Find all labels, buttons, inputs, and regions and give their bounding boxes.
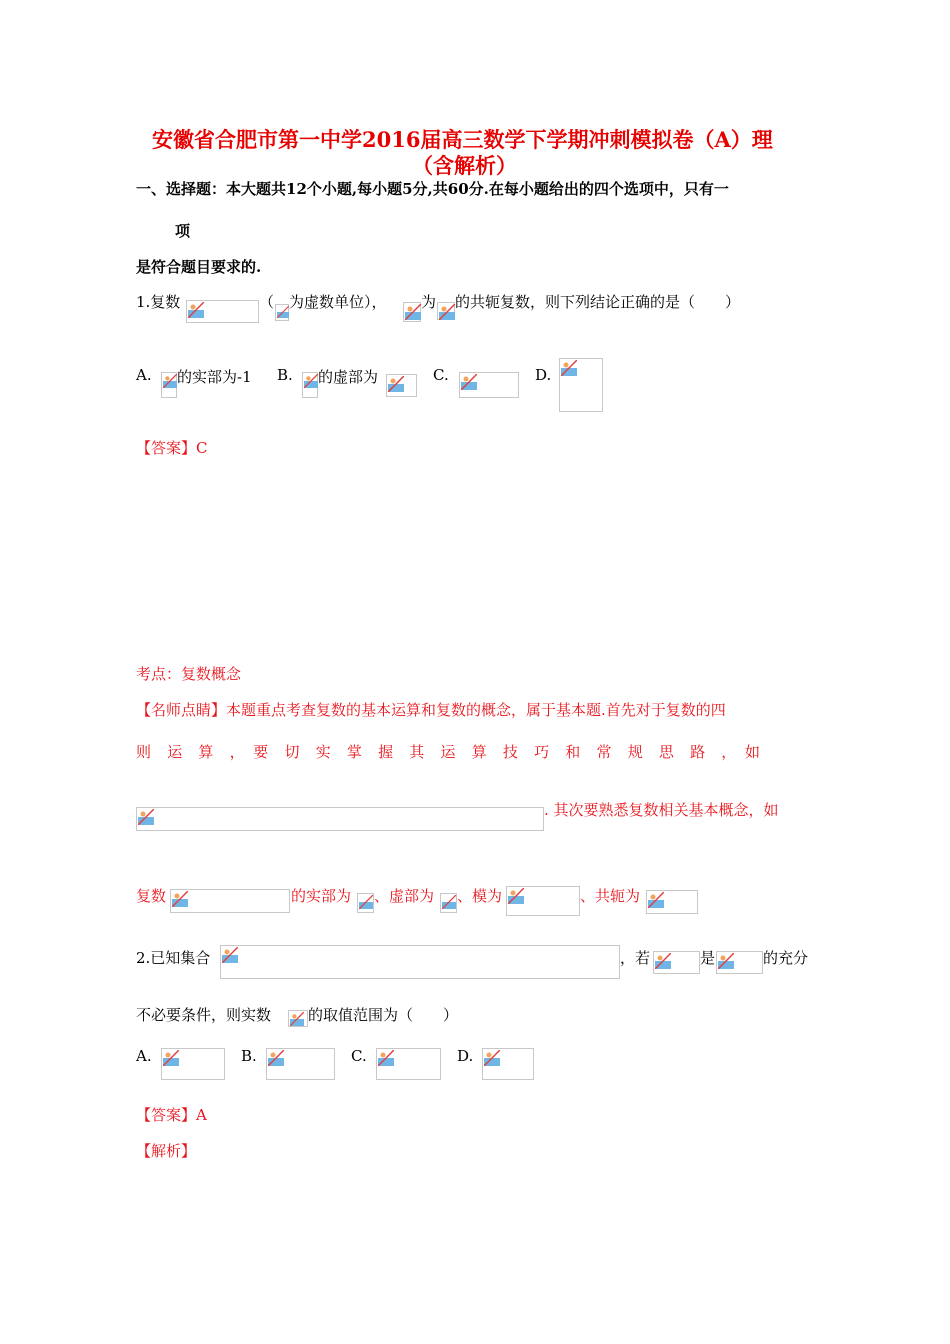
broken-image-icon — [506, 886, 580, 916]
q2-text-b: ，若 — [620, 949, 651, 967]
image-placeholder-icon — [439, 304, 455, 320]
q1-text-e: 的共轭复数，则下列结论正确的是（ ） — [455, 293, 741, 311]
q2-option-d-label: D. — [457, 1047, 474, 1065]
broken-image-icon — [161, 1048, 225, 1080]
broken-image-icon — [186, 300, 259, 323]
broken-image-icon — [275, 304, 289, 321]
q1-option-c-label: C. — [433, 366, 449, 384]
section-heading-part2: 项 — [175, 222, 191, 240]
broken-image-icon — [482, 1048, 534, 1080]
q2-text-c: 是 — [700, 949, 716, 967]
q2-text-d: 的充分 — [763, 949, 809, 967]
image-placeholder-icon — [290, 1012, 304, 1026]
q2-option-c-label: C. — [351, 1047, 367, 1065]
broken-image-icon — [440, 893, 457, 913]
image-placeholder-icon — [655, 953, 671, 969]
broken-image-icon — [302, 372, 318, 398]
image-placeholder-icon — [163, 374, 177, 388]
broken-image-icon — [646, 890, 698, 914]
image-placeholder-icon — [163, 1050, 179, 1066]
image-placeholder-icon — [508, 888, 524, 904]
broken-image-icon — [376, 1048, 441, 1080]
image-placeholder-icon — [188, 302, 204, 318]
broken-image-icon — [459, 372, 519, 398]
q1-text-b: （ — [259, 293, 275, 311]
q2-answer: 【答案】A — [136, 1106, 207, 1124]
q1-option-b-label: B. — [277, 366, 293, 384]
broken-image-icon — [437, 302, 455, 320]
analysis-line4-a: 复数 — [136, 887, 167, 905]
image-placeholder-icon — [138, 809, 154, 825]
image-placeholder-icon — [378, 1050, 394, 1066]
image-placeholder-icon — [442, 895, 456, 909]
q2-line2-b: 的取值范围为（ ） — [308, 1006, 459, 1024]
analysis-line4-c: 、虚部为 — [374, 887, 435, 905]
broken-image-icon — [559, 358, 603, 412]
broken-image-icon — [161, 372, 177, 398]
broken-image-icon — [386, 374, 417, 397]
analysis-line4-d: 、模为 — [457, 887, 503, 905]
q2-jiexi: 【解析】 — [136, 1142, 197, 1160]
analysis-mingshi-line1: 【名师点睛】本题重点考查复数的基本运算和复数的概念，属于基本题.首先对于复数的四 — [136, 701, 726, 719]
q1-text-c: 为虚数单位）， — [289, 293, 387, 311]
broken-image-icon — [653, 951, 700, 974]
section-heading-part1: 一、选择题：本大题共12个小题,每小题5分,共60分.在每小题给出的四个选项中，只有一 — [136, 180, 729, 198]
q1-option-b-text: 的虚部为 — [318, 368, 379, 386]
image-placeholder-icon — [388, 376, 404, 392]
analysis-mingshi-line2: 则 运 算 ， 要 切 实 掌 握 其 运 算 技 巧 和 常 规 思 路 ， 如 — [136, 743, 761, 761]
broken-image-icon — [170, 889, 290, 913]
broken-image-icon — [266, 1048, 335, 1080]
image-placeholder-icon — [277, 306, 289, 318]
q1-option-a-text: 的实部为-1 — [177, 368, 252, 386]
broken-image-icon — [403, 302, 421, 322]
analysis-kaodian: 考点：复数概念 — [136, 665, 242, 683]
q1-text-a: 1.复数 — [136, 293, 181, 311]
image-placeholder-icon — [359, 895, 373, 909]
broken-image-icon — [288, 1010, 308, 1027]
image-placeholder-icon — [484, 1050, 500, 1066]
q1-option-a-label: A. — [136, 366, 152, 384]
broken-image-icon — [716, 951, 763, 974]
analysis-mingshi-line3: . 其次要熟悉复数相关基本概念，如 — [544, 801, 779, 819]
document-title-line1: 安徽省合肥市第一中学2016届高三数学下学期冲刺模拟卷（A）理 — [152, 127, 773, 152]
q1-answer: 【答案】C — [136, 439, 208, 457]
document-title-line2: （含解析） — [412, 153, 517, 178]
q2-line2-a: 不必要条件，则实数 — [136, 1006, 272, 1024]
analysis-line4-b: 的实部为 — [291, 887, 352, 905]
image-placeholder-icon — [648, 892, 664, 908]
q1-option-d-label: D. — [535, 366, 552, 384]
broken-image-icon — [136, 807, 544, 831]
q2-option-a-label: A. — [136, 1047, 152, 1065]
broken-image-icon — [220, 945, 620, 979]
q2-option-b-label: B. — [241, 1047, 257, 1065]
image-placeholder-icon — [268, 1050, 284, 1066]
q1-text-d: 为 — [421, 293, 437, 311]
broken-image-icon — [357, 893, 374, 913]
image-placeholder-icon — [461, 374, 477, 390]
q2-text-a: 2.已知集合 — [136, 949, 211, 967]
image-placeholder-icon — [172, 891, 188, 907]
image-placeholder-icon — [405, 304, 421, 320]
image-placeholder-icon — [222, 947, 238, 963]
image-placeholder-icon — [561, 360, 577, 376]
image-placeholder-icon — [718, 953, 734, 969]
section-heading-part3: 是符合题目要求的. — [136, 258, 262, 276]
image-placeholder-icon — [304, 374, 318, 388]
analysis-line4-e: 、共轭为 — [580, 887, 641, 905]
